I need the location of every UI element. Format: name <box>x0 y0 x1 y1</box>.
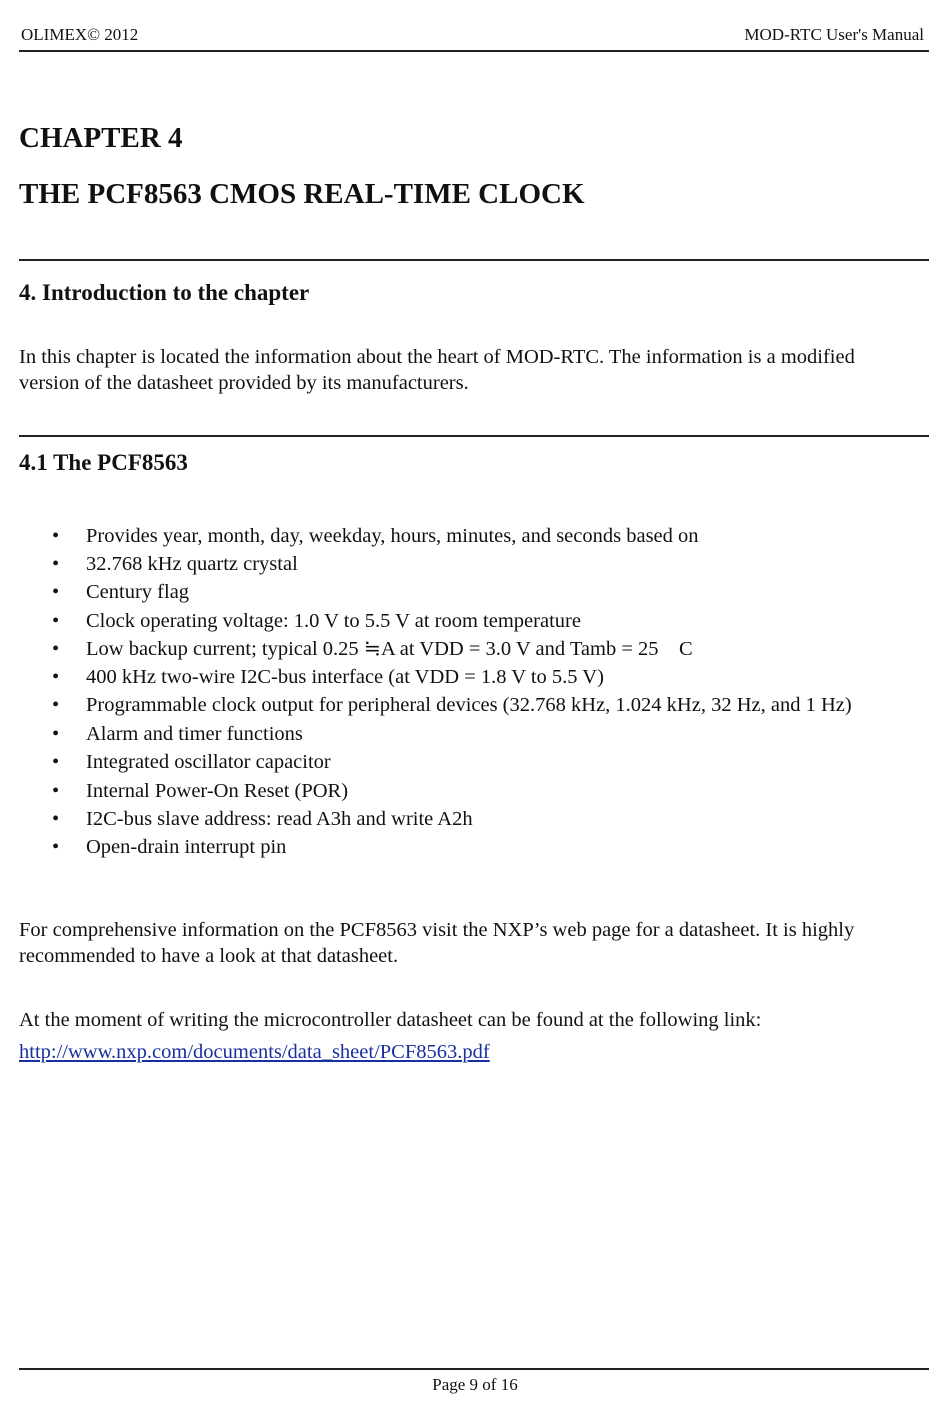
bullet-icon: • <box>52 581 60 604</box>
section-divider <box>19 259 929 261</box>
list-item <box>19 550 909 578</box>
list-item <box>19 720 909 748</box>
chapter-number: CHAPTER 4 <box>19 122 183 154</box>
list-item <box>19 522 909 550</box>
chapter-title: THE PCF8563 CMOS REAL-TIME CLOCK <box>19 178 585 210</box>
section-divider <box>19 435 929 437</box>
datasheet-link[interactable]: http://www.nxp.com/documents/data_sheet/PCF8563.pdf <box>19 1041 490 1063</box>
page-number: Page 9 of 16 <box>432 1375 518 1394</box>
bullet-icon: • <box>52 723 60 746</box>
list-item <box>19 805 909 833</box>
feature-text: Century flag <box>86 581 190 604</box>
list-item <box>19 777 909 805</box>
bullet-icon: • <box>52 751 60 774</box>
list-item <box>19 833 909 861</box>
feature-text: I2C-bus slave address: read A3h and write A2h <box>86 807 473 830</box>
bullet-icon: • <box>52 836 60 859</box>
datasheet-paragraph: For comprehensive information on the PCF8563 visit the NXP’s web page for a datasheet. It is highly recommended to have a look at that datasheet. <box>19 919 855 967</box>
bullet-icon: • <box>52 609 60 632</box>
list-item <box>19 748 909 776</box>
footer-divider <box>19 1368 929 1370</box>
bullet-icon: • <box>52 807 60 830</box>
feature-text: Internal Power-On Reset (POR) <box>86 779 349 802</box>
feature-text: 32.768 kHz quartz crystal <box>86 553 298 576</box>
feature-text: 400 kHz two-wire I2C-bus interface (at VDD = 1.8 V to 5.5 V) <box>86 666 604 689</box>
feature-text: Open-drain interrupt pin <box>86 836 287 859</box>
bullet-icon: • <box>52 779 60 802</box>
page-header <box>19 24 929 52</box>
bullet-icon: • <box>52 553 60 576</box>
list-item <box>19 635 909 663</box>
feature-text: Programmable clock output for peripheral devices (32.768 kHz, 1.024 kHz, 32 Hz, and 1 Hz) <box>86 694 852 717</box>
feature-text: Low backup current; typical 0.25 ≒A at VDD = 3.0 V and Tamb = 25 C <box>86 637 693 660</box>
bullet-icon: • <box>52 694 60 717</box>
list-item <box>19 578 909 606</box>
bullet-icon: • <box>52 666 60 689</box>
list-item <box>19 663 909 691</box>
bullet-icon: • <box>52 525 60 547</box>
feature-text: Clock operating voltage: 1.0 V to 5.5 V at room temperature <box>86 609 581 632</box>
feature-text: Alarm and timer functions <box>86 723 303 746</box>
list-item <box>19 607 909 635</box>
link-intro-paragraph: At the moment of writing the microcontroller datasheet can be found at the following link: <box>19 1009 762 1031</box>
feature-text: Integrated oscillator capacitor <box>86 751 331 774</box>
header-manual-title: MOD-RTC User's Manual <box>744 25 924 44</box>
list-item <box>19 692 909 718</box>
feature-text: Provides year, month, day, weekday, hours, minutes, and seconds based on <box>86 525 699 547</box>
introduction-paragraph: In this chapter is located the information about the heart of MOD-RTC. The information is a modified version of the datasheet provided by its manufacturers. <box>19 346 855 394</box>
section-heading-introduction: 4. Introduction to the chapter <box>19 280 310 305</box>
feature-list <box>19 522 909 861</box>
bullet-icon: • <box>52 637 60 660</box>
header-copyright: OLIMEX© 2012 <box>21 25 139 44</box>
section-heading-pcf8563: 4.1 The PCF8563 <box>19 450 188 475</box>
